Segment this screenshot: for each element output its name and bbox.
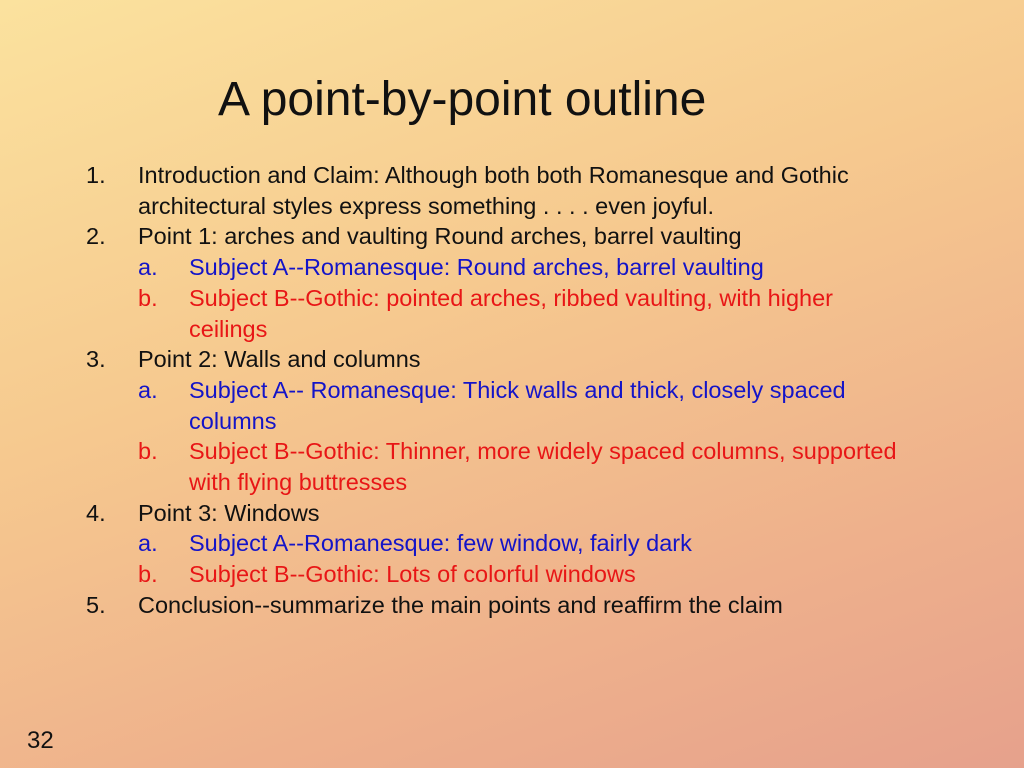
subitem-letter: b. [138,438,158,465]
subitem-4b [138,559,916,590]
subitem-2b [138,283,916,344]
slide-number: 32 [27,727,54,754]
subitem-text: Subject A-- Romanesque: Thick walls and thick, closely spaced columns [189,376,846,434]
subitem-2a [138,252,916,283]
item-text: Conclusion--summarize the main points and reaffirm the claim [138,591,783,618]
item-number: 5. [86,591,106,618]
item-text: Point 3: Windows [138,499,320,526]
subitem-3b [138,436,916,497]
subitem-text: Subject B--Gothic: Thinner, more widely spaced columns, supported with flying buttresses [189,438,897,496]
item-number: 2. [86,223,106,250]
subitem-letter: b. [138,561,158,588]
subitem-letter: a. [138,376,158,403]
item-text: Point 1: arches and vaulting Round arches, barrel vaulting [138,223,742,250]
subitem-letter: b. [138,284,158,311]
outline-item-1 [86,160,916,221]
outline-item-3 [86,344,916,375]
item-number: 4. [86,499,106,526]
item-text: Point 2: Walls and columns [138,346,421,373]
subitem-text: Subject A--Romanesque: Round arches, barrel vaulting [189,254,764,281]
slide-title: A point-by-point outline [218,73,707,126]
outline-item-2 [86,221,916,252]
subitem-4a [138,528,916,559]
subitem-text: Subject B--Gothic: pointed arches, ribbed vaulting, with higher ceilings [189,284,833,342]
item-number: 3. [86,346,106,373]
subitem-3a [138,375,916,436]
outline-item-5 [86,590,916,621]
subitem-text: Subject A--Romanesque: few window, fairly dark [189,530,692,557]
item-number: 1. [86,162,106,188]
subitem-letter: a. [138,254,158,281]
outline-item-4 [86,498,916,529]
outline-list [86,160,916,621]
subitem-letter: a. [138,530,158,557]
subitem-text: Subject B--Gothic: Lots of colorful windows [189,561,636,588]
item-text: Introduction and Claim: Although both both Romanesque and Gothic architectural styles express something . . . . even joyful. [138,162,849,219]
